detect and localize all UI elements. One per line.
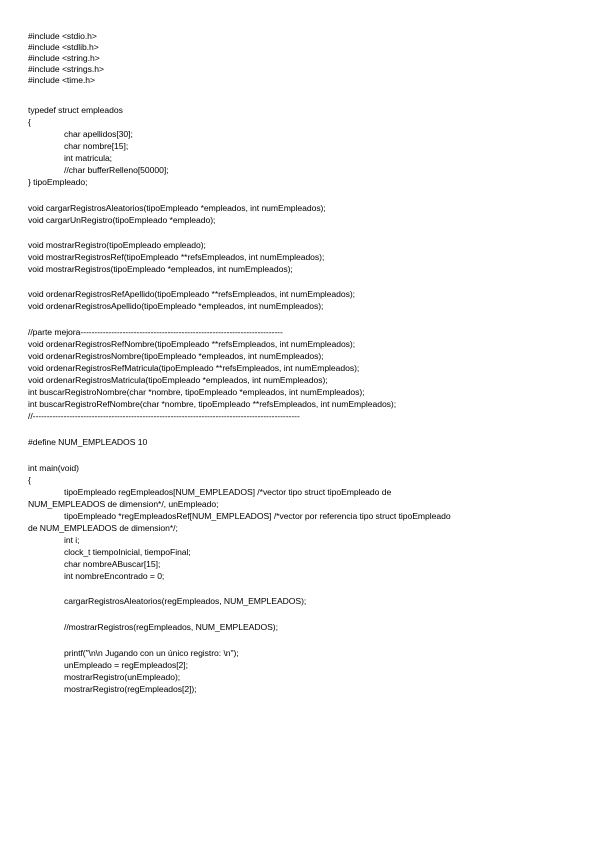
code-line: int i; bbox=[64, 535, 80, 545]
code-line: void mostrarRegistros(tipoEmpleado *empleados, int numEmpleados); bbox=[28, 264, 293, 274]
code-line: int buscarRegistroNombre(char *nombre, tipoEmpleado *empleados, int numEmpleados); bbox=[28, 387, 365, 397]
code-line: void mostrarRegistrosRef(tipoEmpleado **refsEmpleados, int numEmpleados); bbox=[28, 252, 325, 262]
code-line: int matricula; bbox=[64, 153, 113, 163]
code-line: mostrarRegistro(regEmpleados[2]); bbox=[64, 684, 197, 694]
code-line: void cargarUnRegistro(tipoEmpleado *empleado); bbox=[28, 215, 216, 225]
code-line: void ordenarRegistrosNombre(tipoEmpleado *empleados, int numEmpleados); bbox=[28, 351, 324, 361]
code-line: char nombre[15]; bbox=[64, 141, 129, 151]
code-line: void mostrarRegistro(tipoEmpleado empleado); bbox=[28, 240, 206, 250]
code-line: mostrarRegistro(unEmpleado); bbox=[64, 672, 181, 682]
code-line: void ordenarRegistrosRefNombre(tipoEmpleado **refsEmpleados, int numEmpleados); bbox=[28, 339, 356, 349]
code-line: #include <time.h> bbox=[28, 75, 95, 85]
code-line: char apellidos[30]; bbox=[64, 129, 133, 139]
code-line: //char bufferRelleno[50000]; bbox=[64, 165, 169, 175]
code-line: typedef struct empleados bbox=[28, 105, 123, 115]
code-line: char nombreABuscar[15]; bbox=[64, 559, 161, 569]
code-line: void ordenarRegistrosRefMatricula(tipoEmpleado **refsEmpleados, int numEmpleados); bbox=[28, 363, 360, 373]
code-line: int buscarRegistroRefNombre(char *nombre, tipoEmpleado **refsEmpleados, int numEmpleados); bbox=[28, 399, 397, 409]
code-line: int nombreEncontrado = 0; bbox=[64, 571, 165, 581]
code-line: unEmpleado = regEmpleados[2]; bbox=[64, 660, 188, 670]
code-line: #define NUM_EMPLEADOS 10 bbox=[28, 437, 148, 447]
code-line: de NUM_EMPLEADOS de dimension*/; bbox=[28, 523, 178, 533]
code-line: clock_t tiempoInicial, tiempoFinal; bbox=[64, 547, 191, 557]
code-line: void cargarRegistrosAleatorios(tipoEmpleado *empleados, int numEmpleados); bbox=[28, 203, 326, 213]
code-line: printf("\n\n Jugando con un único registro: \n"); bbox=[64, 648, 239, 658]
code-line: tipoEmpleado regEmpleados[NUM_EMPLEADOS] /*vector tipo struct tipoEmpleado de bbox=[64, 487, 392, 497]
code-line: #include <strings.h> bbox=[28, 64, 104, 74]
code-line: #include <string.h> bbox=[28, 53, 100, 63]
code-line: cargarRegistrosAleatorios(regEmpleados, NUM_EMPLEADOS); bbox=[64, 596, 307, 606]
code-line: tipoEmpleado *regEmpleadosRef[NUM_EMPLEADOS] /*vector por referencia tipo struct tipoEmpleado bbox=[64, 511, 451, 521]
code-line: void ordenarRegistrosApellido(tipoEmpleado *empleados, int numEmpleados); bbox=[28, 301, 324, 311]
code-line: int main(void) bbox=[28, 463, 79, 473]
code-line: } tipoEmpleado; bbox=[28, 177, 88, 187]
code-line: { bbox=[28, 117, 31, 127]
code-line: void ordenarRegistrosRefApellido(tipoEmpleado **refsEmpleados, int numEmpleados); bbox=[28, 289, 355, 299]
code-line: #include <stdlib.h> bbox=[28, 42, 99, 52]
code-line: NUM_EMPLEADOS de dimension*/, unEmpleado; bbox=[28, 499, 219, 509]
code-line: //mostrarRegistros(regEmpleados, NUM_EMPLEADOS); bbox=[64, 622, 278, 632]
code-line: //----------------------------------------------------------------------------------------------- bbox=[28, 411, 300, 421]
code-line: //parte mejora------------------------------------------------------------------------ bbox=[28, 327, 283, 337]
code-line: { bbox=[28, 475, 31, 485]
code-line: void ordenarRegistrosMatricula(tipoEmpleado *empleados, int numEmpleados); bbox=[28, 375, 328, 385]
code-line: #include <stdio.h> bbox=[28, 31, 97, 41]
